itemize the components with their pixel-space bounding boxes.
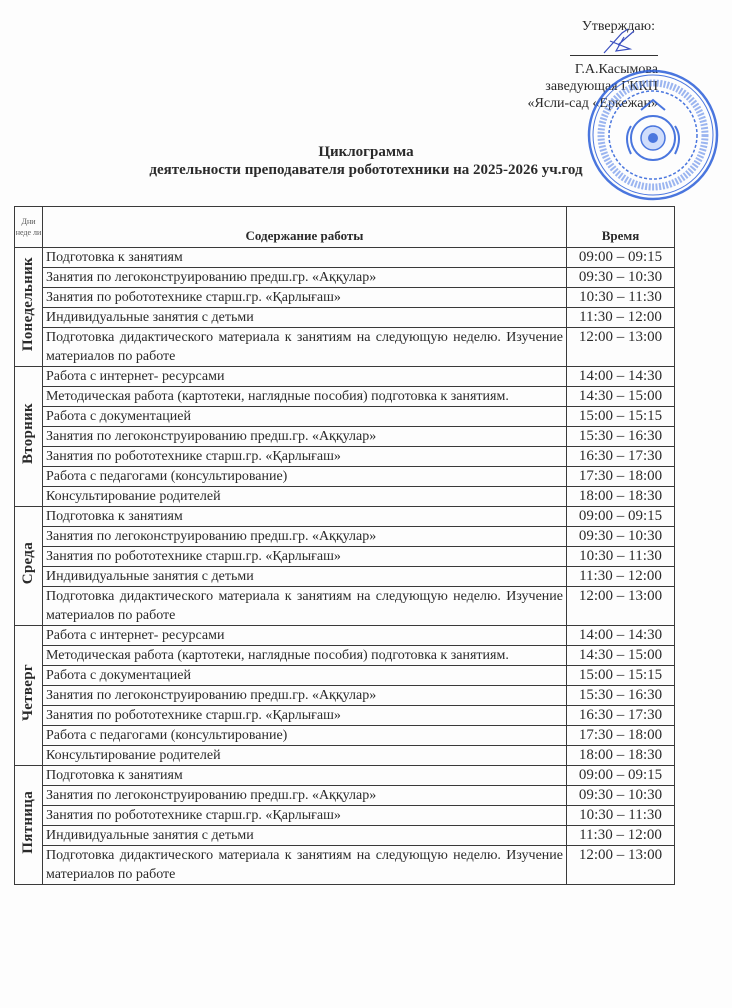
time-cell: 11:30 – 12:00 — [567, 567, 675, 587]
table-row — [15, 766, 675, 786]
table-row — [15, 427, 675, 447]
activity-cell: Подготовка к занятиям — [43, 248, 567, 268]
time-cell: 10:30 – 11:30 — [567, 547, 675, 567]
table-row — [15, 407, 675, 427]
table-row — [15, 626, 675, 646]
approver-name: Г.А.Касымова — [574, 62, 658, 77]
activity-cell: Методическая работа (картотеки, наглядные пособия) подготовка к занятиям. — [43, 646, 567, 666]
approver-organization: «Ясли-сад «Еркежан» — [527, 96, 658, 111]
table-row — [15, 487, 675, 507]
table-row — [15, 587, 675, 626]
day-label: Пятница — [20, 790, 36, 854]
signature-icon — [600, 27, 640, 57]
activity-cell: Подготовка дидактического материала к занятиям на следующую неделю. Изучение материалов по работе — [43, 846, 567, 885]
activity-cell: Консультирование родителей — [43, 746, 567, 766]
time-cell: 16:30 – 17:30 — [567, 706, 675, 726]
activity-cell: Индивидуальные занятия с детьми — [43, 567, 567, 587]
table-row — [15, 646, 675, 666]
activity-cell: Занятия по легоконструированию предш.гр. «Аққулар» — [43, 427, 567, 447]
activity-cell: Занятия по легоконструированию предш.гр. «Аққулар» — [43, 527, 567, 547]
table-row — [15, 726, 675, 746]
table-row — [15, 666, 675, 686]
activity-cell: Занятия по робототехнике старш.гр. «Қарлығаш» — [43, 706, 567, 726]
header-time: Время — [567, 207, 675, 248]
table-row — [15, 447, 675, 467]
approval-label: Утверждаю: — [581, 19, 655, 34]
activity-cell: Работа с педагогами (консультирование) — [43, 726, 567, 746]
time-cell: 09:00 – 09:15 — [567, 507, 675, 527]
activity-cell: Работа с интернет- ресурсами — [43, 626, 567, 646]
day-cell — [15, 367, 43, 507]
time-cell: 14:00 – 14:30 — [567, 626, 675, 646]
table-header-row — [15, 207, 675, 248]
activity-cell: Подготовка дидактического материала к занятиям на следующую неделю. Изучение материалов по работе — [43, 328, 567, 367]
table-row — [15, 367, 675, 387]
time-cell: 15:30 – 16:30 — [567, 686, 675, 706]
time-cell: 09:30 – 10:30 — [567, 786, 675, 806]
activity-cell: Консультирование родителей — [43, 487, 567, 507]
table-row — [15, 826, 675, 846]
table-row — [15, 467, 675, 487]
time-cell: 10:30 – 11:30 — [567, 806, 675, 826]
time-cell: 11:30 – 12:00 — [567, 308, 675, 328]
time-cell: 18:00 – 18:30 — [567, 746, 675, 766]
activity-cell: Работа с документацией — [43, 666, 567, 686]
time-cell: 15:30 – 16:30 — [567, 427, 675, 447]
activity-cell: Индивидуальные занятия с детьми — [43, 826, 567, 846]
schedule-table — [14, 206, 675, 885]
table-row — [15, 567, 675, 587]
day-cell — [15, 626, 43, 766]
table-row — [15, 746, 675, 766]
time-cell: 11:30 – 12:00 — [567, 826, 675, 846]
day-cell — [15, 766, 43, 885]
table-row — [15, 806, 675, 826]
table-row — [15, 308, 675, 328]
table-row — [15, 507, 675, 527]
activity-cell: Работа с интернет- ресурсами — [43, 367, 567, 387]
approver-position: заведующая ГККП — [545, 79, 658, 94]
signature-underline — [570, 41, 658, 56]
table-row — [15, 268, 675, 288]
time-cell: 12:00 – 13:00 — [567, 587, 675, 626]
activity-cell: Подготовка к занятиям — [43, 507, 567, 527]
time-cell: 09:00 – 09:15 — [567, 766, 675, 786]
activity-cell: Занятия по робототехнике старш.гр. «Қарлығаш» — [43, 447, 567, 467]
activity-cell: Занятия по легоконструированию предш.гр. «Аққулар» — [43, 786, 567, 806]
table-row — [15, 387, 675, 407]
day-label: Вторник — [20, 402, 36, 465]
day-cell — [15, 507, 43, 626]
time-cell: 17:30 – 18:00 — [567, 467, 675, 487]
time-cell: 09:30 – 10:30 — [567, 527, 675, 547]
table-row — [15, 846, 675, 885]
stamp-icon — [585, 68, 721, 202]
header-day: Дни неде ли — [15, 207, 43, 248]
table-row — [15, 547, 675, 567]
table-row — [15, 786, 675, 806]
table-row — [15, 288, 675, 308]
day-cell — [15, 248, 43, 367]
activity-cell: Методическая работа (картотеки, наглядные пособия) подготовка к занятиям. — [43, 387, 567, 407]
day-label: Четверг — [20, 663, 36, 722]
document-title: Циклограмма — [318, 144, 414, 160]
time-cell: 14:30 – 15:00 — [567, 387, 675, 407]
day-label: Среда — [20, 541, 36, 585]
time-cell: 17:30 – 18:00 — [567, 726, 675, 746]
activity-cell: Подготовка к занятиям — [43, 766, 567, 786]
signature-line — [438, 35, 658, 61]
time-cell: 15:00 – 15:15 — [567, 666, 675, 686]
activity-cell: Работа с документацией — [43, 407, 567, 427]
time-cell: 18:00 – 18:30 — [567, 487, 675, 507]
table-row — [15, 328, 675, 367]
activity-cell: Занятия по робототехнике старш.гр. «Қарлығаш» — [43, 547, 567, 567]
table-row — [15, 706, 675, 726]
schedule-body — [15, 248, 675, 885]
header-content: Содержание работы — [43, 207, 567, 248]
activity-cell: Подготовка дидактического материала к занятиям на следующую неделю. Изучение материалов по работе — [43, 587, 567, 626]
table-row — [15, 686, 675, 706]
activity-cell: Занятия по легоконструированию предш.гр. «Аққулар» — [43, 268, 567, 288]
time-cell: 14:00 – 14:30 — [567, 367, 675, 387]
day-label: Понедельник — [20, 256, 36, 352]
time-cell: 12:00 – 13:00 — [567, 846, 675, 885]
time-cell: 09:30 – 10:30 — [567, 268, 675, 288]
activity-cell: Занятия по робототехнике старш.гр. «Қарлығаш» — [43, 288, 567, 308]
activity-cell: Индивидуальные занятия с детьми — [43, 308, 567, 328]
activity-cell: Работа с педагогами (консультирование) — [43, 467, 567, 487]
time-cell: 09:00 – 09:15 — [567, 248, 675, 268]
activity-cell: Занятия по легоконструированию предш.гр. «Аққулар» — [43, 686, 567, 706]
time-cell: 10:30 – 11:30 — [567, 288, 675, 308]
time-cell: 16:30 – 17:30 — [567, 447, 675, 467]
table-row — [15, 527, 675, 547]
time-cell: 12:00 – 13:00 — [567, 328, 675, 367]
time-cell: 15:00 – 15:15 — [567, 407, 675, 427]
time-cell: 14:30 – 15:00 — [567, 646, 675, 666]
document-subtitle: деятельности преподавателя робототехники на 2025-2026 уч.год — [149, 162, 583, 178]
activity-cell: Занятия по робототехнике старш.гр. «Қарлығаш» — [43, 806, 567, 826]
table-row — [15, 248, 675, 268]
